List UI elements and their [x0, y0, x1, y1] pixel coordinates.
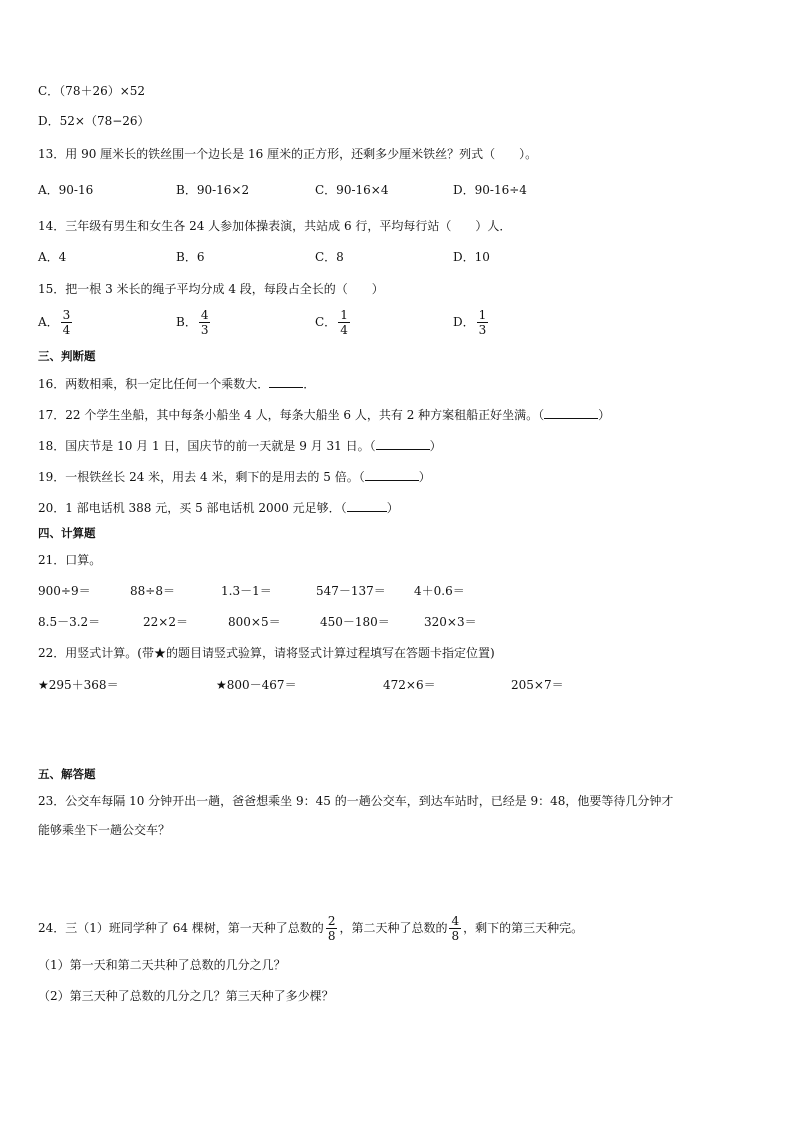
close-paren: ） [429, 439, 442, 453]
vertical-calc-item: ★295＋368＝ [38, 678, 119, 692]
q24-part-b: ，第二天种了总数的 [339, 921, 448, 935]
q18-text [38, 437, 442, 454]
close-paren: ） [418, 470, 431, 484]
q13-option-b: B．90-16×2 [176, 183, 250, 197]
denominator: 8 [451, 929, 460, 943]
answer-blank[interactable] [347, 499, 387, 512]
q24-part-c: ，剩下的第三天种完。 [463, 921, 584, 935]
fraction [61, 308, 73, 337]
oral-calc-item: 900÷9＝ [38, 584, 91, 598]
section-5-title: 五、解答题 [38, 767, 96, 781]
q14-option-a: A．4 [38, 250, 67, 264]
fraction [477, 308, 489, 337]
vertical-calc-item: 205×7＝ [511, 678, 564, 692]
option-label: A． [38, 315, 59, 329]
option-label: D． [453, 315, 475, 329]
q14-option-b: B．6 [176, 250, 205, 264]
oral-calc-item: 450－180＝ [320, 615, 390, 629]
q24-part-a: 24．三（1）班同学种了 64 棵树，第一天种了总数的 [38, 921, 324, 935]
q19-body: 19．一根铁丝长 24 米，用去 4 米，剩下的是用去的 5 倍。（ [38, 470, 365, 484]
fraction [326, 914, 338, 943]
denominator: 4 [340, 323, 348, 337]
answer-blank[interactable] [269, 375, 303, 388]
q12-option-d: D．52×（78−26） [38, 114, 150, 128]
oral-calc-item: 547－137＝ [316, 584, 386, 598]
q17-text [38, 406, 610, 423]
numerator: 4 [451, 914, 460, 928]
q16-body: 16．两数相乘，积一定比任何一个乘数大． [38, 377, 270, 391]
section-3-title: 三、判断题 [38, 349, 96, 363]
denominator: 3 [200, 323, 209, 337]
q22-text: 22．用竖式计算。(带★的题目请竖式验算，请将竖式计算过程填写在答题卡指定位置) [38, 646, 495, 660]
oral-calc-item: 320×3＝ [424, 615, 477, 629]
numerator: 1 [340, 308, 348, 322]
q14-option-d: D．10 [453, 250, 490, 264]
q15-text: 15．把一根 3 米长的绳子平均分成 4 段，每段占全长的（ ） [38, 282, 384, 296]
oral-calc-item: 22×2＝ [143, 615, 188, 629]
vertical-calc-item: ★800－467＝ [216, 678, 297, 692]
q15-option-d [453, 308, 490, 337]
q13-option-a: A．90-16 [38, 183, 94, 197]
q23-line-1: 23．公交车每隔 10 分钟开出一趟，爸爸想乘坐 9：45 的一趟公交车，到达车站时，已经是 9：48，他要等待几分钟才 [38, 794, 674, 808]
q17-body: 17．22 个学生坐船，其中每条小船坐 4 人，每条大船坐 6 人，共有 2 种方案租船正好坐满。（ [38, 408, 545, 422]
q14-option-c: C．8 [315, 250, 344, 264]
fraction [199, 308, 211, 337]
q13-option-d: D．90-16÷4 [453, 183, 527, 197]
q15-option-b [176, 308, 212, 337]
numerator: 1 [478, 308, 487, 322]
q16-end: ． [303, 377, 316, 391]
q19-text [38, 468, 431, 485]
oral-calc-item: 88÷8＝ [130, 584, 175, 598]
q15-option-c [315, 308, 352, 337]
close-paren: ） [598, 408, 611, 422]
q24-text [38, 914, 583, 943]
q23-line-2: 能够乘坐下一趟公交车？ [38, 823, 171, 837]
q16-text [38, 375, 315, 392]
q24-sub-1: （1）第一天和第二天共种了总数的几分之几？ [38, 958, 286, 972]
q12-option-c: C．（78＋26）×52 [38, 84, 146, 98]
close-paren: ） [386, 501, 399, 515]
oral-calc-item: 8.5－3.2＝ [38, 615, 101, 629]
q14-text: 14．三年级有男生和女生各 24 人参加体操表演，共站成 6 行，平均每行站（ ）人． [38, 219, 512, 233]
q15-option-a [38, 308, 74, 337]
fraction [338, 308, 350, 337]
answer-blank[interactable] [544, 406, 598, 419]
section-4-title: 四、计算题 [38, 526, 96, 540]
oral-calc-item: 800×5＝ [228, 615, 281, 629]
oral-calc-item: 1.3－1＝ [221, 584, 272, 598]
q13-option-c: C．90-16×4 [315, 183, 389, 197]
q18-body: 18．国庆节是 10 月 1 日，国庆节的前一天就是 9 月 31 日。（ [38, 439, 376, 453]
fraction [449, 914, 461, 943]
numerator: 3 [62, 308, 71, 322]
denominator: 4 [62, 323, 71, 337]
denominator: 8 [327, 929, 336, 943]
numerator: 4 [200, 308, 209, 322]
option-label: B． [176, 315, 197, 329]
q20-text [38, 499, 399, 516]
q13-text: 13．用 90 厘米长的铁丝围一个边长是 16 厘米的正方形，还剩多少厘米铁丝？列式（ ）。 [38, 147, 538, 161]
vertical-calc-item: 472×6＝ [383, 678, 436, 692]
option-label: C． [315, 315, 337, 329]
denominator: 3 [478, 323, 487, 337]
numerator: 2 [327, 914, 336, 928]
q21-text: 21．口算。 [38, 553, 102, 567]
q20-body: 20．1 部电话机 388 元，买 5 部电话机 2000 元足够．（ [38, 501, 347, 515]
q24-sub-2: （2）第三天种了总数的几分之几？第三天种了多少棵？ [38, 989, 334, 1003]
answer-blank[interactable] [365, 468, 419, 481]
oral-calc-item: 4＋0.6＝ [414, 584, 465, 598]
answer-blank[interactable] [376, 437, 430, 450]
